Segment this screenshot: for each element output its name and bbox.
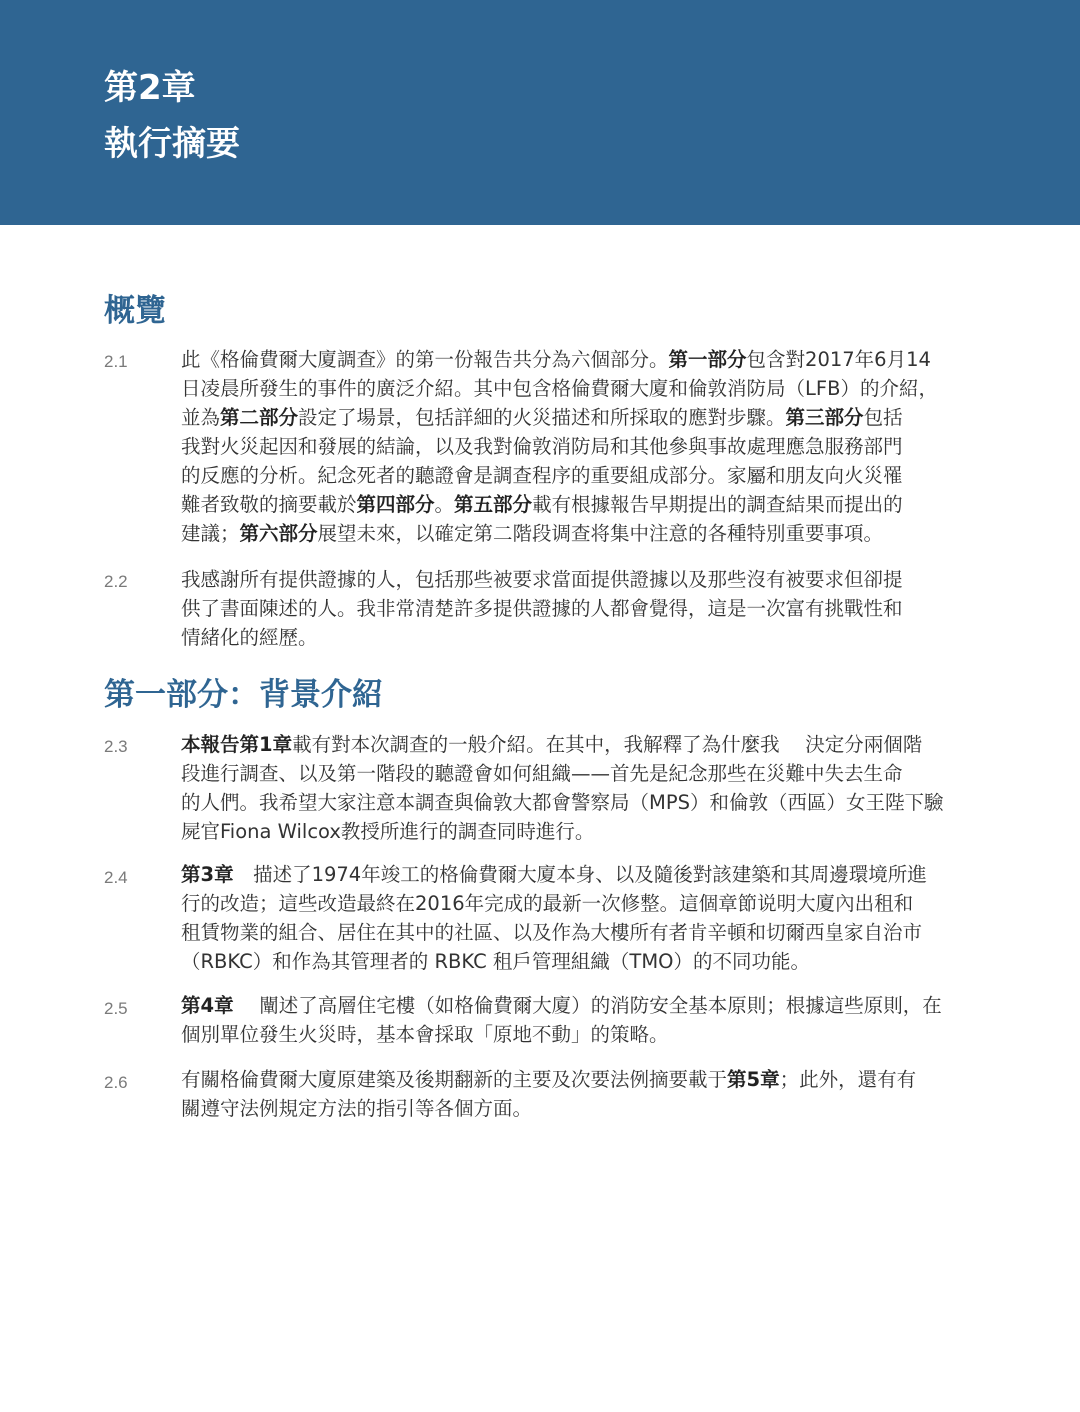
text-run: 展望未來，以確定第二階段调查将集中注意的各種特別重要事項。 xyxy=(317,522,884,545)
paragraph-line xyxy=(181,1094,981,1123)
text-run: ；此外，還有有 xyxy=(779,1068,917,1091)
bold-text: 第六部分 xyxy=(239,522,318,545)
paragraph-body xyxy=(181,991,981,1049)
paragraph-line xyxy=(181,519,981,548)
text-run: 設定了場景，包括詳細的火災描述和所採取的應對步驟。 xyxy=(298,406,786,429)
text-run: 情緒化的經歷。 xyxy=(181,626,318,649)
text-run: 此《格倫費爾大廈調查》的第一份報告共分為六個部分。 xyxy=(181,348,669,371)
paragraph-line xyxy=(181,490,981,519)
paragraph-line xyxy=(181,345,981,374)
paragraph-line xyxy=(181,759,981,788)
text-run: 並為 xyxy=(181,406,221,429)
paragraph-line xyxy=(181,918,981,947)
paragraph-body xyxy=(181,345,981,548)
text-run: 關遵守法例規定方法的指引等各個方面。 xyxy=(181,1097,533,1120)
paragraph-line xyxy=(181,991,981,1020)
chapter-number: 第2章 xyxy=(104,68,196,108)
paragraph-body xyxy=(181,860,981,976)
text-run: 闡述了高層住宅樓（如格倫費爾大廈）的消防安全基本原則；根據這些原則，在 xyxy=(233,994,942,1017)
paragraph-line xyxy=(181,788,981,817)
chapter-title: 執行摘要 xyxy=(104,124,240,164)
paragraph-body xyxy=(181,565,981,652)
paragraph-number: 2.2 xyxy=(104,572,128,591)
text-run: 個別單位發生火災時，基本會採取「原地不動」的策略。 xyxy=(181,1023,669,1046)
text-run: （RBKC）和作為其管理者的 RBKC 租戶管理組織（TMO）的不同功能。 xyxy=(181,950,811,973)
paragraph-number: 2.6 xyxy=(104,1073,128,1092)
text-run: 描述了1974年竣工的格倫費爾大廈本身、以及隨後對該建築和其周邊環境所進 xyxy=(233,863,927,886)
paragraph-line xyxy=(181,860,981,889)
bold-text: 第五部分 xyxy=(454,493,533,516)
text-run: 的反應的分析。紀念死者的聽證會是調查程序的重要組成部分。家屬和朋友向火災罹 xyxy=(181,464,903,487)
paragraph-number: 2.3 xyxy=(104,737,128,756)
paragraph-line xyxy=(181,817,981,846)
paragraph-number: 2.5 xyxy=(104,999,128,1018)
text-run: 屍官Fiona Wilcox教授所進行的調查同時進行。 xyxy=(181,820,595,843)
bold-text: 第四部分 xyxy=(356,493,435,516)
text-run: 日凌晨所發生的事件的廣泛介紹。其中包含格倫費爾大廈和倫敦消防局（LFB）的介紹， xyxy=(181,377,938,400)
paragraph-body xyxy=(181,730,981,846)
paragraph-number: 2.1 xyxy=(104,352,128,371)
text-run: 載有根據報告早期提出的調查結果而提出的 xyxy=(532,493,903,516)
text-run: 我感謝所有提供證據的人，包括那些被要求當面提供證據以及那些沒有被要求但卻提 xyxy=(181,568,903,591)
paragraph-line xyxy=(181,730,981,759)
text-run: 租賃物業的組合、居住在其中的社區、以及作為大樓所有者肯辛頓和切爾西皇家自治市 xyxy=(181,921,923,944)
text-run: 難者致敬的摘要載於 xyxy=(181,493,357,516)
paragraph-line xyxy=(181,1065,981,1094)
paragraph-line xyxy=(181,594,981,623)
paragraph-line xyxy=(181,403,981,432)
text-run: 我對火災起因和發展的結論，以及我對倫敦消防局和其他參與事故處理應急服務部門 xyxy=(181,435,903,458)
bold-text: 本報告第1章 xyxy=(181,733,293,756)
bold-text: 第5章 xyxy=(727,1068,780,1091)
text-run: 供了書面陳述的人。我非常清楚許多提供證據的人都會覺得，這是一次富有挑戰性和 xyxy=(181,597,903,620)
paragraph-line xyxy=(181,889,981,918)
text-run: 建議； xyxy=(181,522,240,545)
bold-text: 第三部分 xyxy=(785,406,864,429)
paragraph-line xyxy=(181,374,981,403)
paragraph-line xyxy=(181,432,981,461)
text-run: 有關格倫費爾大廈原建築及後期翻新的主要及次要法例摘要載于 xyxy=(181,1068,728,1091)
text-run: 包含對2017年6月14 xyxy=(746,348,931,371)
chapter-banner xyxy=(0,0,1080,225)
text-run: 的人們。我希望大家注意本調查與倫敦大都會警察局（MPS）和倫敦（西區）女王陛下驗 xyxy=(181,791,944,814)
bold-text: 第3章 xyxy=(181,863,234,886)
text-run: 。 xyxy=(434,493,455,516)
paragraph-line xyxy=(181,565,981,594)
text-run: 載有對本次調查的一般介紹。在其中，我解釋了為什麼我 決定分兩個階 xyxy=(292,733,923,756)
paragraph-body xyxy=(181,1065,981,1123)
bold-text: 第4章 xyxy=(181,994,234,1017)
paragraph-line xyxy=(181,947,981,976)
text-run: 行的改造；這些改造最終在2016年完成的最新一次修整。這個章節说明大廈內出租和 xyxy=(181,892,914,915)
paragraph-line xyxy=(181,623,981,652)
text-run: 段進行調查、以及第一階段的聽證會如何組織——首先是紀念那些在災難中失去生命 xyxy=(181,762,903,785)
section-heading-overview: 概覽 xyxy=(104,293,166,329)
section-heading-part-one: 第一部分：背景介紹 xyxy=(104,677,383,713)
paragraph-line xyxy=(181,1020,981,1049)
paragraph-line xyxy=(181,461,981,490)
bold-text: 第一部分 xyxy=(668,348,747,371)
bold-text: 第二部分 xyxy=(220,406,299,429)
text-run: 包括 xyxy=(863,406,903,429)
paragraph-number: 2.4 xyxy=(104,868,128,887)
